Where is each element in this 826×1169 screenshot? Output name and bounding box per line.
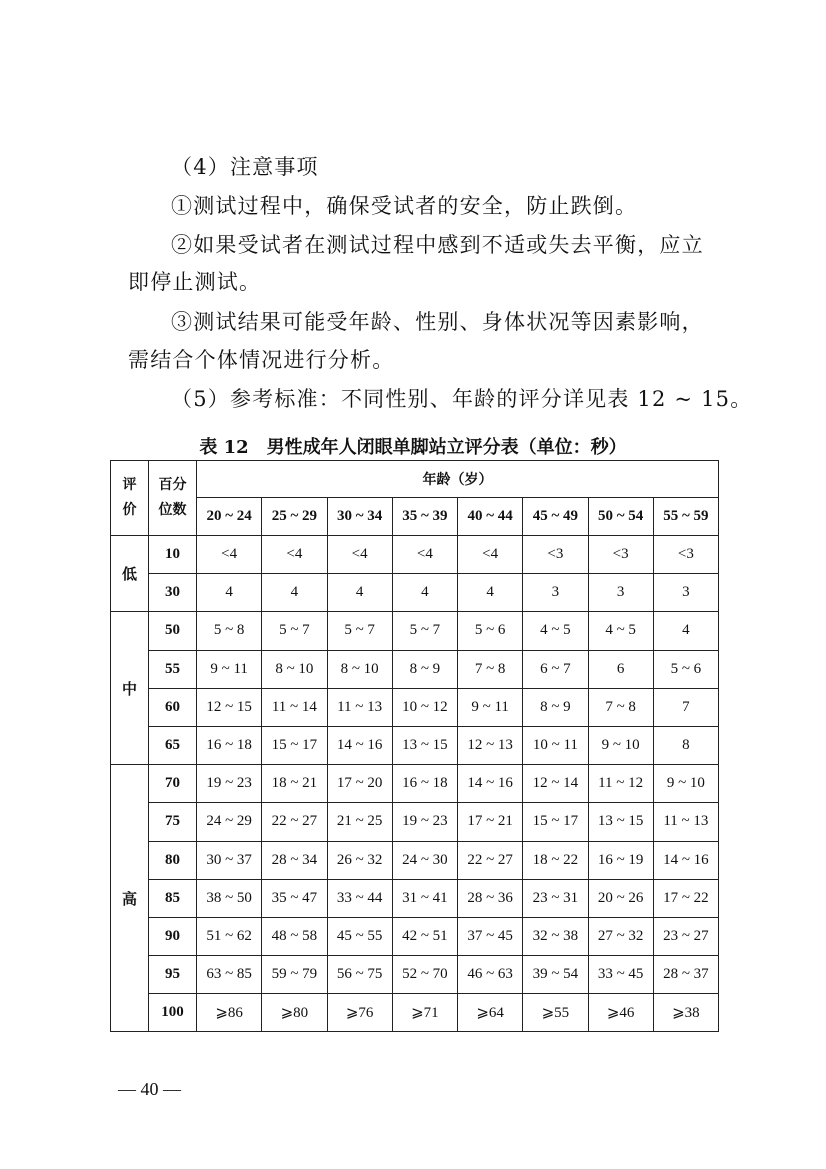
header-age-range: 30 ~ 34 (327, 498, 392, 536)
score-cell: 5 ~ 6 (653, 650, 718, 688)
score-cell: 32 ~ 38 (523, 917, 588, 955)
table-row (111, 994, 719, 1032)
score-cell: 8 (653, 726, 718, 764)
score-cell: 18 ~ 21 (262, 765, 327, 803)
score-cell: 14 ~ 16 (458, 765, 523, 803)
score-cell: ⩾64 (458, 994, 523, 1032)
header-age-range: 20 ~ 24 (197, 498, 262, 536)
header-age-range: 35 ~ 39 (392, 498, 457, 536)
score-cell: 9 ~ 11 (458, 688, 523, 726)
score-cell: 4 (392, 574, 457, 612)
table-row (111, 956, 719, 994)
score-cell: 14 ~ 16 (653, 841, 718, 879)
note-item-1: ①测试过程中，确保受试者的安全，防止跌倒。 (171, 194, 638, 218)
score-cell: 12 ~ 15 (197, 688, 262, 726)
score-cell: 8 ~ 9 (523, 688, 588, 726)
score-cell: ⩾76 (327, 994, 392, 1032)
score-cell: <3 (653, 536, 718, 574)
score-cell: 19 ~ 23 (197, 765, 262, 803)
percentile-cell: 80 (149, 841, 197, 879)
score-cell: 24 ~ 30 (392, 841, 457, 879)
score-cell: 8 ~ 10 (327, 650, 392, 688)
score-cell: 18 ~ 22 (523, 841, 588, 879)
table-row (111, 803, 719, 841)
score-cell: 11 ~ 12 (588, 765, 653, 803)
percentile-cell: 85 (149, 879, 197, 917)
percentile-cell: 30 (149, 574, 197, 612)
percentile-cell: 100 (149, 994, 197, 1032)
score-cell: 15 ~ 17 (262, 726, 327, 764)
score-cell: 59 ~ 79 (262, 956, 327, 994)
score-cell: 15 ~ 17 (523, 803, 588, 841)
score-cell: 10 ~ 11 (523, 726, 588, 764)
score-cell: 16 ~ 19 (588, 841, 653, 879)
score-cell: ⩾38 (653, 994, 718, 1032)
table-row (111, 726, 719, 764)
score-cell: ⩾80 (262, 994, 327, 1032)
score-cell: 4 (262, 574, 327, 612)
header-age-range: 55 ~ 59 (653, 498, 718, 536)
score-cell: 4 (653, 612, 718, 650)
percentile-cell: 60 (149, 688, 197, 726)
score-cell: 4 (327, 574, 392, 612)
note-item-3-line-2: 需结合个体情况进行分析。 (128, 348, 395, 372)
score-cell: 48 ~ 58 (262, 917, 327, 955)
score-cell: 12 ~ 14 (523, 765, 588, 803)
score-cell: 37 ~ 45 (458, 917, 523, 955)
score-cell: ⩾46 (588, 994, 653, 1032)
rating-level: 中 (111, 612, 149, 765)
header-age-range: 50 ~ 54 (588, 498, 653, 536)
table-row (111, 650, 719, 688)
score-cell: 26 ~ 32 (327, 841, 392, 879)
score-cell: 17 ~ 21 (458, 803, 523, 841)
table-row (111, 841, 719, 879)
score-cell: 38 ~ 50 (197, 879, 262, 917)
score-cell: <3 (588, 536, 653, 574)
score-cell: 11 ~ 14 (262, 688, 327, 726)
page-number: — 40 — (118, 1079, 181, 1099)
score-cell: 3 (523, 574, 588, 612)
score-cell: 8 ~ 10 (262, 650, 327, 688)
rating-level: 低 (111, 536, 149, 612)
note-item-2-line-2: 即停止测试。 (128, 270, 262, 294)
score-cell: 12 ~ 13 (458, 726, 523, 764)
score-cell: 45 ~ 55 (327, 917, 392, 955)
score-cell: 5 ~ 6 (458, 612, 523, 650)
score-cell: 4 ~ 5 (523, 612, 588, 650)
score-cell: <4 (392, 536, 457, 574)
header-percentile: 百分位数 (149, 461, 197, 536)
score-cell: 7 ~ 8 (588, 688, 653, 726)
score-cell: 56 ~ 75 (327, 956, 392, 994)
header-age-range: 25 ~ 29 (262, 498, 327, 536)
score-cell: 10 ~ 12 (392, 688, 457, 726)
score-cell: 28 ~ 37 (653, 956, 718, 994)
score-cell: 9 ~ 11 (197, 650, 262, 688)
score-cell: 9 ~ 10 (653, 765, 718, 803)
note-item-2-line-1: ②如果受试者在测试过程中感到不适或失去平衡，应立 (171, 233, 704, 257)
score-cell: 7 (653, 688, 718, 726)
score-cell: 23 ~ 27 (653, 917, 718, 955)
score-cell: 21 ~ 25 (327, 803, 392, 841)
table-row (111, 765, 719, 803)
score-cell: 19 ~ 23 (392, 803, 457, 841)
score-cell: 6 ~ 7 (523, 650, 588, 688)
score-cell: 4 ~ 5 (588, 612, 653, 650)
score-cell: 23 ~ 31 (523, 879, 588, 917)
table-row (111, 574, 719, 612)
score-cell: ⩾55 (523, 994, 588, 1032)
score-cell: 27 ~ 32 (588, 917, 653, 955)
score-cell: 52 ~ 70 (392, 956, 457, 994)
score-cell: 51 ~ 62 (197, 917, 262, 955)
score-cell: ⩾86 (197, 994, 262, 1032)
score-cell: 4 (458, 574, 523, 612)
score-cell: 13 ~ 15 (392, 726, 457, 764)
score-cell: ⩾71 (392, 994, 457, 1032)
percentile-cell: 70 (149, 765, 197, 803)
score-cell: 63 ~ 85 (197, 956, 262, 994)
score-cell: 8 ~ 9 (392, 650, 457, 688)
score-cell: <4 (262, 536, 327, 574)
score-cell: 5 ~ 8 (197, 612, 262, 650)
percentile-cell: 55 (149, 650, 197, 688)
score-cell: 5 ~ 7 (327, 612, 392, 650)
percentile-cell: 65 (149, 726, 197, 764)
score-cell: 33 ~ 45 (588, 956, 653, 994)
score-cell: 33 ~ 44 (327, 879, 392, 917)
score-cell: 24 ~ 29 (197, 803, 262, 841)
percentile-cell: 50 (149, 612, 197, 650)
score-cell: 14 ~ 16 (327, 726, 392, 764)
header-age-group: 年龄（岁） (197, 461, 719, 498)
score-cell: 22 ~ 27 (458, 841, 523, 879)
table-row (111, 612, 719, 650)
score-cell: 16 ~ 18 (197, 726, 262, 764)
score-cell: 7 ~ 8 (458, 650, 523, 688)
score-cell: <4 (327, 536, 392, 574)
score-cell: <4 (197, 536, 262, 574)
score-cell: 35 ~ 47 (262, 879, 327, 917)
header-rating: 评价 (111, 461, 149, 536)
reference-standard: （5）参考标准：不同性别、年龄的评分详见表 12 ~ 15。 (171, 387, 753, 411)
score-cell: 22 ~ 27 (262, 803, 327, 841)
score-cell: 3 (588, 574, 653, 612)
score-cell: 31 ~ 41 (392, 879, 457, 917)
score-cell: <4 (458, 536, 523, 574)
score-cell: 17 ~ 22 (653, 879, 718, 917)
score-cell: 46 ~ 63 (458, 956, 523, 994)
percentile-cell: 10 (149, 536, 197, 574)
score-cell: 11 ~ 13 (327, 688, 392, 726)
score-table (110, 460, 719, 1032)
score-cell: 6 (588, 650, 653, 688)
note-heading: （4）注意事项 (171, 155, 319, 179)
score-cell: 11 ~ 13 (653, 803, 718, 841)
table-row (111, 879, 719, 917)
table-row (111, 917, 719, 955)
header-age-range: 40 ~ 44 (458, 498, 523, 536)
percentile-cell: 75 (149, 803, 197, 841)
score-cell: 9 ~ 10 (588, 726, 653, 764)
score-cell: 30 ~ 37 (197, 841, 262, 879)
score-cell: 17 ~ 20 (327, 765, 392, 803)
table-row (111, 688, 719, 726)
score-cell: 28 ~ 36 (458, 879, 523, 917)
score-cell: 42 ~ 51 (392, 917, 457, 955)
score-cell: 20 ~ 26 (588, 879, 653, 917)
score-cell: <3 (523, 536, 588, 574)
score-cell: 28 ~ 34 (262, 841, 327, 879)
percentile-cell: 95 (149, 956, 197, 994)
table-row (111, 536, 719, 574)
rating-level: 高 (111, 765, 149, 1032)
table-caption: 表 12 男性成年人闭眼单脚站立评分表（单位：秒） (199, 437, 627, 458)
score-cell: 3 (653, 574, 718, 612)
score-cell: 5 ~ 7 (262, 612, 327, 650)
score-cell: 39 ~ 54 (523, 956, 588, 994)
score-cell: 13 ~ 15 (588, 803, 653, 841)
score-cell: 16 ~ 18 (392, 765, 457, 803)
score-cell: 4 (197, 574, 262, 612)
percentile-cell: 90 (149, 917, 197, 955)
header-age-range: 45 ~ 49 (523, 498, 588, 536)
score-cell: 5 ~ 7 (392, 612, 457, 650)
note-item-3-line-1: ③测试结果可能受年龄、性别、身体状况等因素影响， (171, 310, 704, 334)
